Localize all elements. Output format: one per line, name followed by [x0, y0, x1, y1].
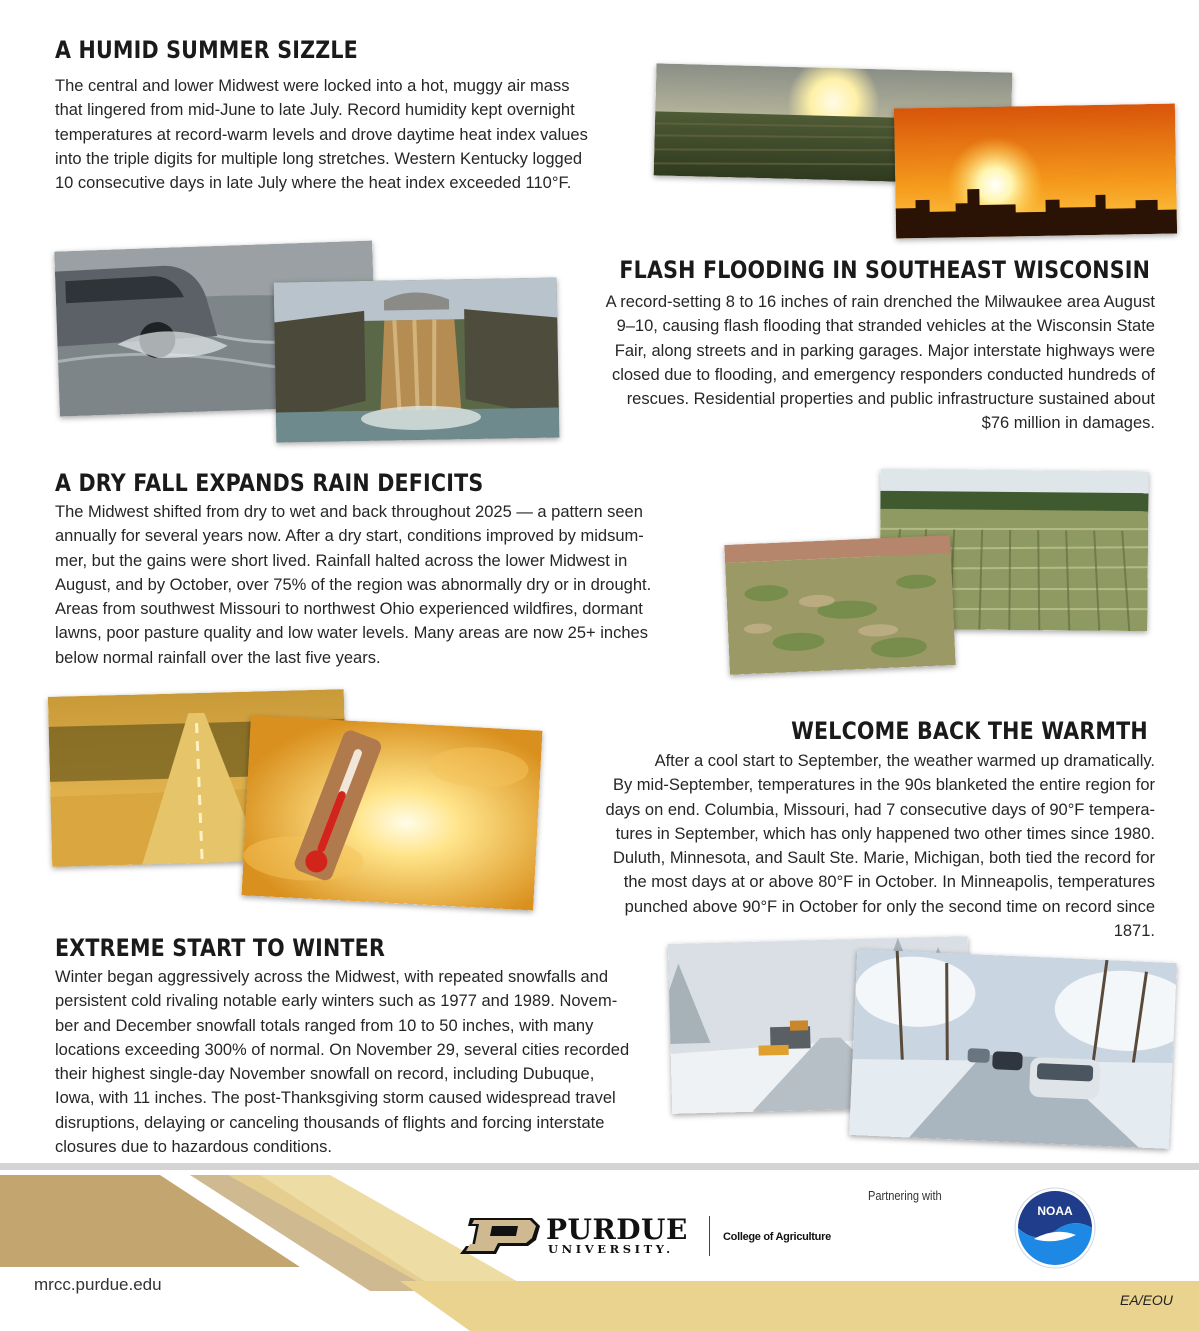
body-line: below normal rainfall over the last five years.: [55, 648, 381, 667]
section-title-humid-summer: A HUMID SUMMER SIZZLE: [55, 36, 358, 64]
section-body-winter: [55, 965, 665, 1159]
body-line: Winter began aggressively across the Midwest, with repeated snowfalls and: [55, 968, 609, 986]
body-line: lawns, poor pasture quality and low water levels. Many areas are now 25+ inches: [55, 624, 648, 643]
body-line: Fair, along streets and in parking garages. Major interstate highways were: [614, 341, 1155, 360]
body-line: Duluth, Minnesota, and Sault Ste. Marie, Michigan, both tied the record for: [612, 849, 1155, 868]
photo-waterfall-flood: [274, 278, 560, 443]
noaa-logo-text: NOAA: [1037, 1204, 1073, 1218]
body-line: punched above 90°F in October for only the second time on record since: [624, 897, 1155, 916]
body-line: 9–10, causing flash flooding that stranded vehicles at the Wisconsin State: [616, 317, 1155, 336]
logo-divider: [709, 1216, 710, 1256]
body-line: 10 consecutive days in late July where the heat index exceeded 110°F.: [55, 174, 572, 193]
body-line: After a cool start to September, the weather warmed up dramatically.: [654, 752, 1155, 770]
purdue-wordmark: PURDUE: [546, 1213, 688, 1246]
photo-dry-lawn: [724, 535, 955, 675]
body-line: A record-setting 8 to 16 inches of rain drenched the Milwaukee area August: [605, 293, 1155, 311]
body-line: The central and lower Midwest were locked into a hot, muggy air mass: [55, 77, 570, 95]
body-line: By mid-September, temperatures in the 90s blanketed the entire region for: [612, 776, 1155, 795]
section-title-welcome-warmth: WELCOME BACK THE WARMTH: [791, 717, 1148, 745]
body-line: days on end. Columbia, Missouri, had 7 consecutive days of 90°F tempera-: [605, 800, 1155, 819]
body-line: locations exceeding 300% of normal. On November 29, several cities recorded: [55, 1040, 630, 1059]
body-line: their highest single-day November snowfall on record, including Dubuque,: [55, 1065, 595, 1084]
body-line: into the triple digits for multiple long stretches. Western Kentucky logged: [55, 149, 583, 168]
body-line: rescues. Residential properties and public infrastructure sustained about: [626, 390, 1155, 409]
body-line: The Midwest shifted from dry to wet and back throughout 2025 — a pattern seen: [55, 503, 643, 521]
section-body-flash-flooding: [565, 290, 1155, 436]
body-line: the most days at or above 80°F in October. In Minneapolis, temperatures: [623, 873, 1155, 892]
body-line: 1871.: [1113, 922, 1155, 941]
body-line: persistent cold rivaling notable early winters such as 1977 and 1989. Novem-: [55, 992, 618, 1011]
photo-thermometer-sun: [241, 715, 542, 910]
section-body-dry-fall: [55, 500, 695, 670]
photo-snowy-traffic: [849, 949, 1177, 1149]
body-line: disruptions, delaying or canceling thousands of flights and forcing interstate: [55, 1113, 605, 1132]
college-name: College of Agriculture: [723, 1231, 831, 1243]
body-line: August, and by October, over 75% of the region was abnormally dry or in drought.: [55, 575, 652, 594]
partner-text: Partnering with: [868, 1188, 942, 1203]
body-line: annually for several years now. After a dry start, conditions improved by midsum-: [55, 527, 644, 546]
section-body-humid-summer: [55, 74, 645, 195]
document-code: EA/EOU: [1120, 1292, 1173, 1308]
body-line: closures due to hazardous conditions.: [55, 1138, 333, 1157]
purdue-subword: UNIVERSITY.: [548, 1242, 674, 1256]
body-line: $76 million in damages.: [981, 414, 1155, 433]
section-title-flash-flooding: FLASH FLOODING IN SOUTHEAST WISCONSIN: [619, 256, 1150, 284]
body-line: that lingered from mid-June to late July. Record humidity kept overnight: [55, 101, 575, 120]
purdue-p-logo-icon: [458, 1216, 542, 1256]
body-line: Areas from southwest Missouri to northwest Ohio experienced wildfires, dormant: [55, 600, 643, 619]
section-body-welcome-warmth: [555, 749, 1155, 943]
body-line: temperatures at record-warm levels and drove daytime heat index values: [55, 125, 588, 144]
body-line: Iowa, with 11 inches. The post-Thanksgiving storm caused widespread travel: [55, 1089, 616, 1108]
body-line: tures in September, which has only happened two other times since 1980.: [615, 824, 1155, 843]
section-title-winter: EXTREME START TO WINTER: [55, 934, 386, 962]
section-title-dry-fall: A DRY FALL EXPANDS RAIN DEFICITS: [55, 469, 484, 497]
photo-city-sunset: [894, 104, 1177, 239]
body-line: ber and December snowfall totals ranged from 10 to 50 inches, with many: [55, 1016, 594, 1035]
footer-url[interactable]: mrcc.purdue.edu: [34, 1275, 162, 1294]
body-line: mer, but the gains were short lived. Rainfall halted across the lower Midwest in: [55, 551, 628, 570]
body-line: closed due to flooding, and emergency responders conducted hundreds of: [611, 365, 1155, 384]
noaa-logo-icon: [1014, 1187, 1096, 1269]
